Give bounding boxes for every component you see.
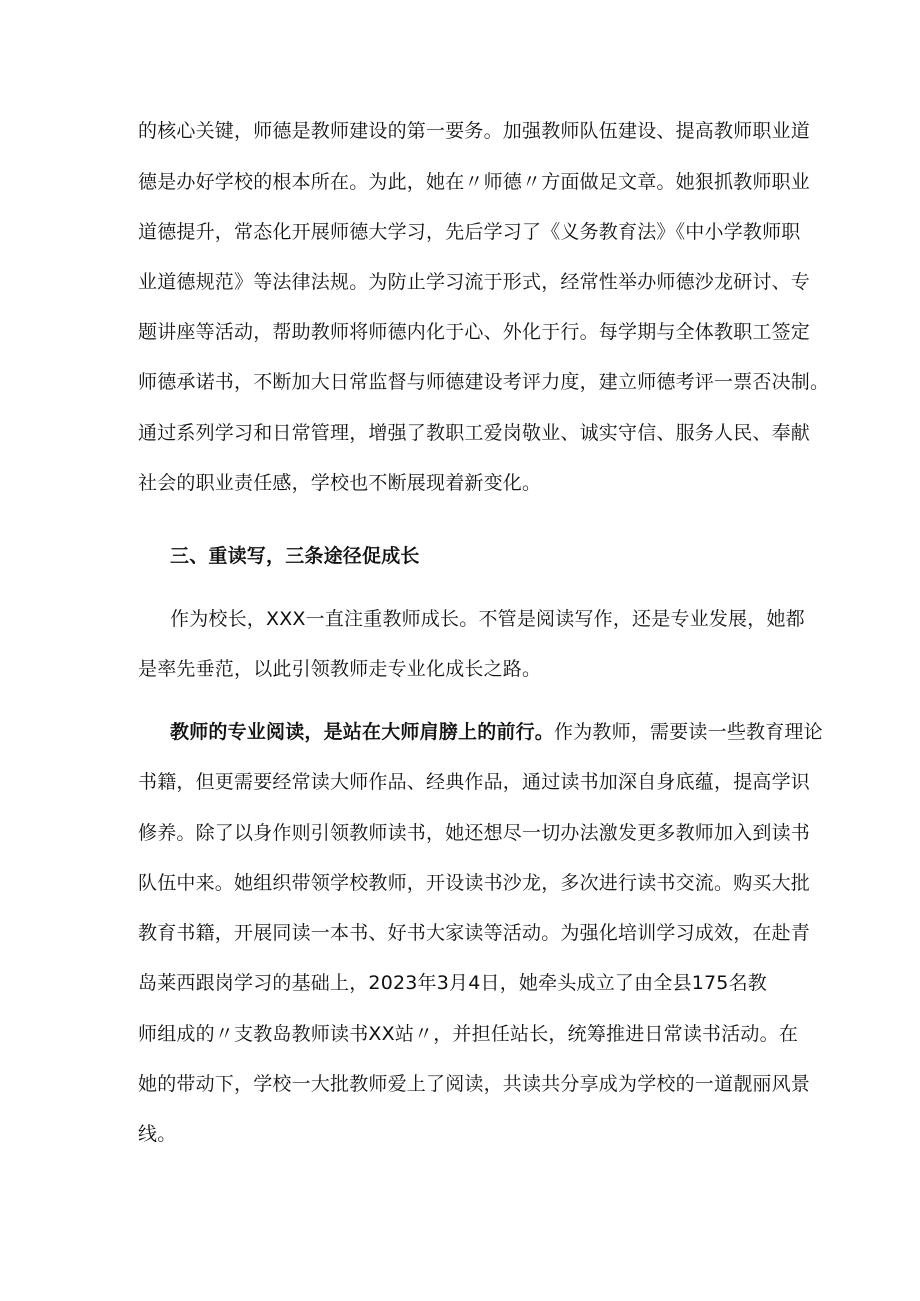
text-line: 通过系列学习和日常管理，增强了教职工爱岗敬业、诚实守信、服务人民、奉献	[138, 422, 811, 444]
text-line: 道德提升，常态化开展师德大学习，先后学习了《义务教育法》《中小学教师职	[138, 221, 801, 243]
text-line: 队伍中来。她组织带领学校教师，开设读书沙龙，多次进行读书交流。购买大批	[138, 872, 811, 894]
text-line: 师组成的〃支教岛教师读书XX站〃，并担任站长，统筹推进日常读书活动。在	[138, 1023, 799, 1045]
text-line: 书籍，但更需要经常读大师作品、经典作品，通过读书加深自身底蕴，提高学识	[138, 771, 811, 793]
text-line: 作为校长，XXX一直注重教师成长。不管是阅读写作，还是专业发展，她都	[170, 608, 805, 630]
text-line: 线。	[138, 1123, 177, 1145]
text-line: 她的带动下，学校一大批教师爱上了阅读，共读共分享成为学校的一道靓丽风景	[138, 1073, 811, 1095]
text-line: 社会的职业责任感，学校也不断展现着新变化。	[138, 472, 542, 494]
text-line: 题讲座等活动，帮助教师将师德内化于心、外化于行。每学期与全体教职工签定	[138, 321, 811, 343]
text-line: 是率先垂范，以此引领教师走专业化成长之路。	[138, 658, 542, 680]
text-line: 业道德规范》等法律法规。为防止学习流于形式，经常性举办师德沙龙研讨、专	[138, 271, 811, 293]
text-line: 教育书籍，开展同读一本书、好书大家读等活动。为强化培训学习成效，在赴青	[138, 922, 811, 944]
paragraph-text: 作为教师，需要读一些教育理论	[554, 721, 823, 743]
text-line: 岛莱西跟岗学习的基础上，2023年3月4日，她牵头成立了由全县175名教	[138, 972, 767, 994]
text-line: 的核心关键，师德是教师建设的第一要务。加强教师队伍建设、提高教师职业道	[138, 120, 811, 142]
text-line: 修养。除了以身作则引领教师读书，她还想尽一切办法激发更多教师加入到读书	[138, 822, 811, 844]
text-line	[170, 719, 823, 745]
text-line: 师德承诺书，不断加大日常监督与师德建设考评力度，建立师德考评一票否决制。	[138, 371, 830, 393]
paragraph-lead-sentence: 教师的专业阅读，是站在大师肩膀上的前行。	[170, 721, 555, 743]
section-heading: 三、重读写，三条途径促成长	[170, 545, 420, 567]
text-line: 德是办好学校的根本所在。为此，她在〃师德〃方面做足文章。她狠抓教师职业	[138, 171, 811, 193]
